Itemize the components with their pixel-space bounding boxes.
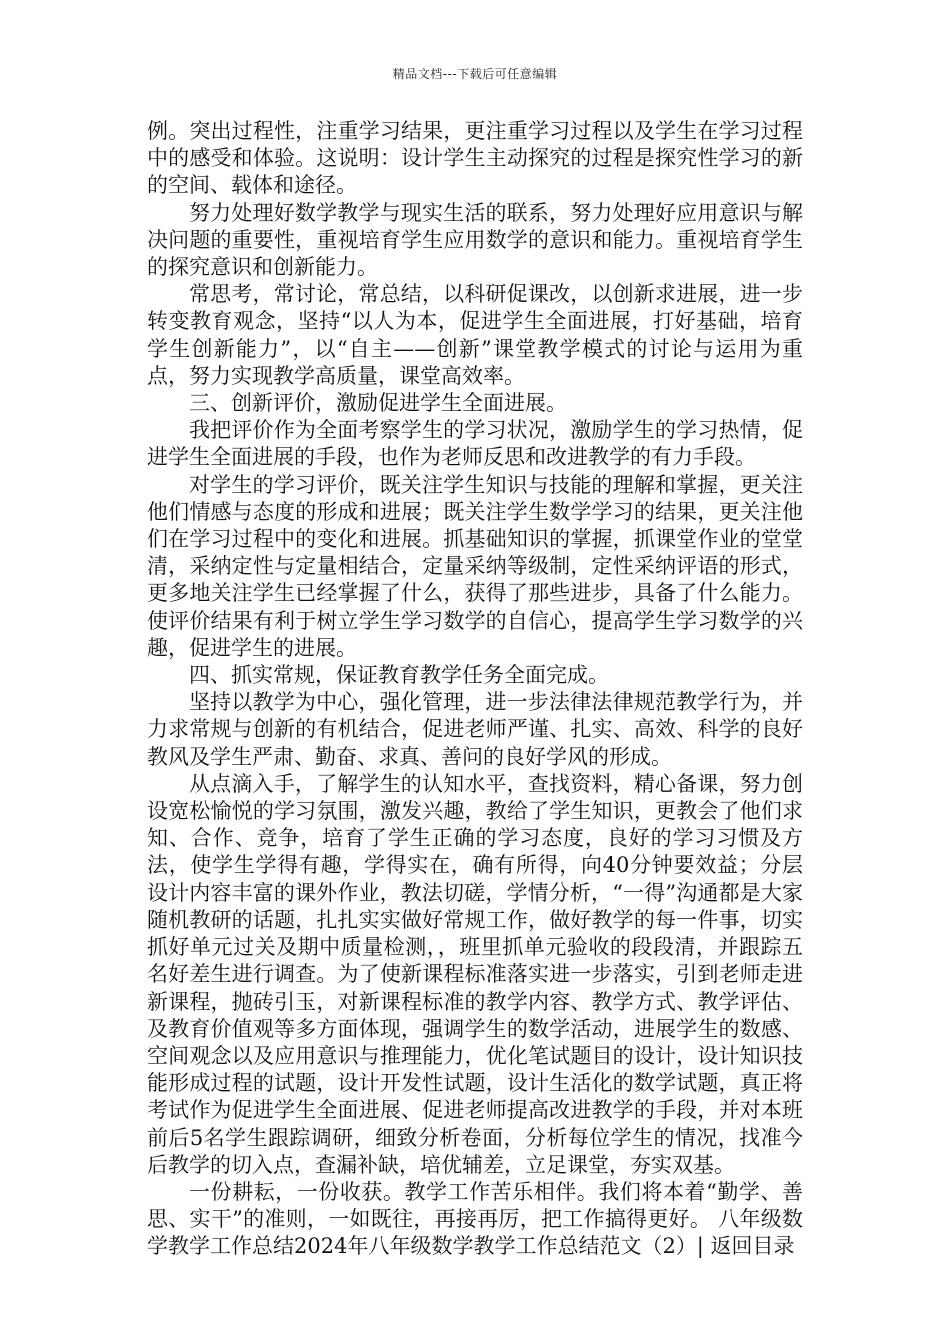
paragraph: 努力处理好数学教学与现实生活的联系，努力处理好应用意识与解决问题的重要性，重视培育学生应用数学的意识和能力。重视培育学生的探究意识和创新能力。 xyxy=(147,200,803,280)
section-heading: 四、抓实常规，保证教育教学任务全面完成。 xyxy=(189,663,609,688)
paragraph: 常思考，常讨论，常总结，以科研促课改，以创新求进展，进一步转变教育观念，坚持“以人为本，促进学生全面进展，打好基础，培育学生创新能力”，以“自主——创新”课堂教学模式的讨论与运用为重点，努力实现教学高质量，课堂高效率。 xyxy=(147,282,803,388)
paragraph: 一份耕耘，一份收获。教学工作苦乐相伴。我们将本着“勤学、善思、实干”的准则，一如既往，再接再厉，把工作搞得更好。 八年级数学教学工作总结2024年八年级数学教学工作总结范文（2）| 返回目录 xyxy=(147,1179,803,1259)
document-body xyxy=(147,118,803,1261)
paragraph: 从点滴入手，了解学生的认知水平，查找资料，精心备课，努力创设宽松愉悦的学习氛围，激发兴趣，教给了学生知识，更教会了他们求知、合作、竞争，培育了学生正确的学习态度，良好的学习习惯及方法，使学生学得有趣，学得实在，确有所得，向40分钟要效益；分层设计内容丰富的课外作业，教法切磋，学情分析，“一得”沟通都是大家随机教研的话题，扎扎实实做好常规工作，做好教学的每一件事，切实抓好单元过关及期中质量检测，，班里抓单元验收的段段清，并跟踪五名好差生进行调查。为了使新课程标准落实进一步落实，引到老师走进新课程，抛砖引玉，对新课程标准的教学内容、教学方式、教学评估、及教育价值观等多方面体现，强调学生的数学活动，进展学生的数感、空间观念以及应用意识与推理能力，优化笔试题目的设计，设计知识技能形成过程的试题，设计开发性试题，设计生活化的数学试题，真正将考试作为促进学生全面进展、促进老师提高改进教学的手段，并对本班前后5名学生跟踪调研，细致分析卷面，分析每位学生的情况，找准今后教学的切入点，查漏补缺，培优辅差，立足课堂，夯实双基。 xyxy=(147,771,803,1177)
paragraph: 我把评价作为全面考察学生的学习状况，激励学生的学习热情，促进学生全面进展的手段，也作为老师反思和改进教学的有力手段。 xyxy=(147,418,803,470)
paragraph: 对学生的学习评价，既关注学生知识与技能的理解和掌握，更关注他们情感与态度的形成和进展；既关注学生数学学习的结果，更关注他们在学习过程中的变化和进展。抓基础知识的掌握，抓课堂作业的堂堂清，采纳定性与定量相结合，定量采纳等级制，定性采纳评语的形式，更多地关注学生已经掌握了什么，获得了那些进步，具备了什么能力。使评价结果有利于树立学生学习数学的自信心，提高学生学习数学的兴趣，促进学生的进展。 xyxy=(147,472,803,660)
paragraph: 坚持以教学为中心，强化管理，进一步法律法律规范教学行为，并力求常规与创新的有机结合，促进老师严谨、扎实、高效、科学的良好教风及学生严肃、勤奋、求真、善问的良好学风的形成。 xyxy=(147,690,803,769)
paragraph: 例。突出过程性，注重学习结果，更注重学习过程以及学生在学习过程中的感受和体验。这说明：设计学生主动探究的过程是探究性学习的新的空间、载体和途径。 xyxy=(147,119,803,198)
page-header: 精品文档---下载后可任意编辑 xyxy=(392,67,558,81)
section-heading: 三、创新评价，激励促进学生全面进展。 xyxy=(189,391,567,416)
